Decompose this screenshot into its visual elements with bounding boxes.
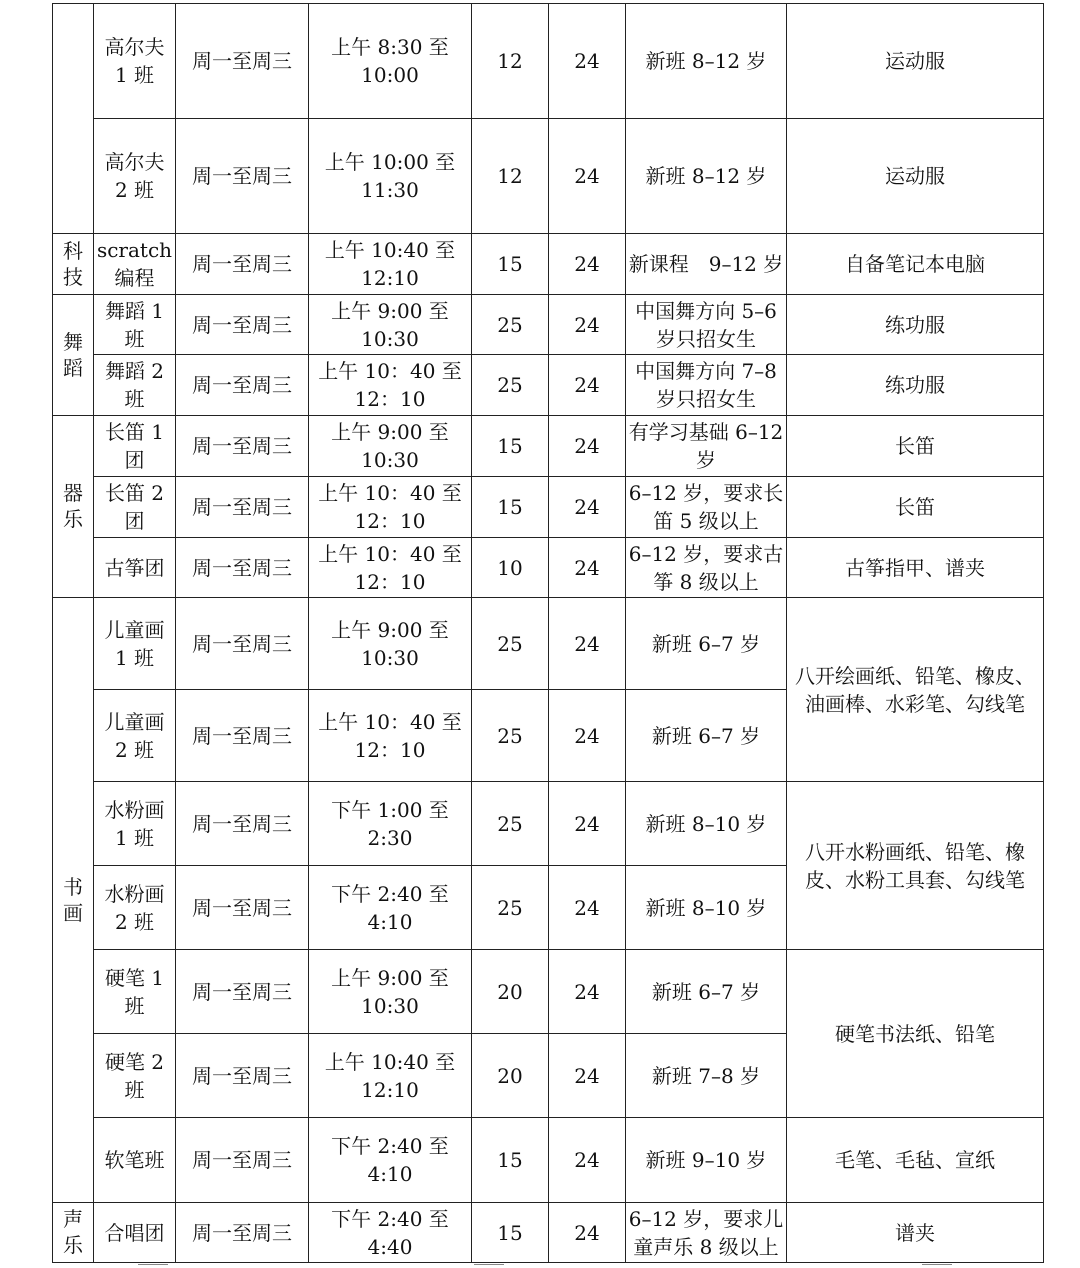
class-days: 周一至周三: [176, 355, 309, 416]
class-name: 儿童画 1 班: [94, 598, 176, 690]
class-time: 上午 10:40 至 12:10: [309, 234, 472, 295]
class-sessions: 24: [549, 1203, 626, 1263]
class-supplies: 练功服: [787, 295, 1044, 355]
table-row: [53, 4, 1044, 119]
table-row: [53, 477, 1044, 538]
divider: [138, 1264, 168, 1265]
class-sessions: 24: [549, 1118, 626, 1203]
class-capacity: 12: [472, 119, 549, 234]
class-name: 硬笔 1 班: [94, 950, 176, 1034]
class-time: 下午 1:00 至 2:30: [309, 782, 472, 866]
class-requirement: 有学习基础 6–12 岁: [626, 416, 787, 477]
category-cell-dance: 舞蹈: [53, 295, 94, 416]
class-sessions: 24: [549, 234, 626, 295]
class-requirement: 新班 8–10 岁: [626, 866, 787, 950]
page-bottom-edge: [0, 1262, 1080, 1268]
category-cell-tech: 科技: [53, 234, 94, 295]
class-days: 周一至周三: [176, 690, 309, 782]
table-row: [53, 950, 1044, 1034]
class-name: 水粉画 2 班: [94, 866, 176, 950]
table-row: [53, 538, 1044, 598]
class-capacity: 25: [472, 295, 549, 355]
class-time: 上午 9:00 至 10:30: [309, 598, 472, 690]
class-time: 上午 9:00 至 10:30: [309, 416, 472, 477]
class-name: 合唱团: [94, 1203, 176, 1263]
class-sessions: 24: [549, 1034, 626, 1118]
class-sessions: 24: [549, 477, 626, 538]
table-row: [53, 234, 1044, 295]
class-time: 上午 8:30 至 10:00: [309, 4, 472, 119]
table-row: [53, 295, 1044, 355]
course-schedule-table: [52, 3, 1044, 1263]
divider: [922, 1264, 952, 1265]
class-sessions: 24: [549, 950, 626, 1034]
class-sessions: 24: [549, 598, 626, 690]
class-name: 舞蹈 1 班: [94, 295, 176, 355]
class-time: 上午 9:00 至 10:30: [309, 950, 472, 1034]
class-capacity: 20: [472, 1034, 549, 1118]
class-capacity: 12: [472, 4, 549, 119]
class-requirement: 新班 6–7 岁: [626, 950, 787, 1034]
class-name: 高尔夫 1 班: [94, 4, 176, 119]
class-time: 上午 10：40 至 12：10: [309, 690, 472, 782]
class-supplies: 长笛: [787, 477, 1044, 538]
class-requirement: 新班 6–7 岁: [626, 598, 787, 690]
class-capacity: 25: [472, 782, 549, 866]
class-name: 古筝团: [94, 538, 176, 598]
class-days: 周一至周三: [176, 4, 309, 119]
class-name: 软笔班: [94, 1118, 176, 1203]
table-row: [53, 782, 1044, 866]
class-capacity: 20: [472, 950, 549, 1034]
class-requirement: 中国舞方向 7–8 岁只招女生: [626, 355, 787, 416]
class-supplies: 八开绘画纸、铅笔、橡皮、油画棒、水彩笔、勾线笔: [787, 598, 1044, 782]
class-capacity: 25: [472, 866, 549, 950]
category-cell-art: 书画: [53, 598, 94, 1203]
class-time: 下午 2:40 至 4:10: [309, 866, 472, 950]
class-time: 上午 10:40 至 12:10: [309, 1034, 472, 1118]
class-capacity: 15: [472, 416, 549, 477]
class-requirement: 新班 6–7 岁: [626, 690, 787, 782]
class-supplies: 谱夹: [787, 1203, 1044, 1263]
class-name: 高尔夫 2 班: [94, 119, 176, 234]
class-days: 周一至周三: [176, 234, 309, 295]
class-capacity: 15: [472, 1203, 549, 1263]
table-row: [53, 598, 1044, 690]
class-requirement: 6–12 岁，要求儿童声乐 8 级以上: [626, 1203, 787, 1263]
class-sessions: 24: [549, 690, 626, 782]
class-supplies: 长笛: [787, 416, 1044, 477]
class-sessions: 24: [549, 538, 626, 598]
class-days: 周一至周三: [176, 538, 309, 598]
class-sessions: 24: [549, 119, 626, 234]
class-capacity: 25: [472, 598, 549, 690]
class-time: 上午 9:00 至 10:30: [309, 295, 472, 355]
class-name: 长笛 1 团: [94, 416, 176, 477]
class-time: 上午 10：40 至 12：10: [309, 477, 472, 538]
class-name: 舞蹈 2 班: [94, 355, 176, 416]
class-name: 水粉画 1 班: [94, 782, 176, 866]
class-supplies: 自备笔记本电脑: [787, 234, 1044, 295]
class-sessions: 24: [549, 295, 626, 355]
class-sessions: 24: [549, 782, 626, 866]
class-supplies: 运动服: [787, 119, 1044, 234]
class-requirement: 新班 8–12 岁: [626, 119, 787, 234]
class-time: 下午 2:40 至 4:40: [309, 1203, 472, 1263]
class-requirement: 新班 8–10 岁: [626, 782, 787, 866]
class-time: 上午 10：40 至 12：10: [309, 355, 472, 416]
table-row: [53, 119, 1044, 234]
class-requirement: 6–12 岁，要求长笛 5 级以上: [626, 477, 787, 538]
class-supplies: 练功服: [787, 355, 1044, 416]
table-row: [53, 416, 1044, 477]
class-days: 周一至周三: [176, 598, 309, 690]
class-capacity: 15: [472, 234, 549, 295]
table-row: [53, 1118, 1044, 1203]
class-time: 上午 10:00 至 11:30: [309, 119, 472, 234]
class-days: 周一至周三: [176, 416, 309, 477]
class-supplies: 八开水粉画纸、铅笔、橡皮、水粉工具套、勾线笔: [787, 782, 1044, 950]
class-supplies: 运动服: [787, 4, 1044, 119]
divider: [474, 1264, 504, 1265]
class-capacity: 25: [472, 690, 549, 782]
class-capacity: 10: [472, 538, 549, 598]
class-capacity: 15: [472, 1118, 549, 1203]
class-days: 周一至周三: [176, 1118, 309, 1203]
class-days: 周一至周三: [176, 782, 309, 866]
class-capacity: 25: [472, 355, 549, 416]
class-requirement: 新课程 9–12 岁: [626, 234, 787, 295]
category-cell-golf: [53, 4, 94, 234]
class-requirement: 中国舞方向 5–6 岁只招女生: [626, 295, 787, 355]
class-days: 周一至周三: [176, 866, 309, 950]
class-requirement: 新班 7–8 岁: [626, 1034, 787, 1118]
class-sessions: 24: [549, 355, 626, 416]
class-requirement: 6–12 岁，要求古筝 8 级以上: [626, 538, 787, 598]
class-days: 周一至周三: [176, 295, 309, 355]
class-supplies: 古筝指甲、谱夹: [787, 538, 1044, 598]
table-row: [53, 1203, 1044, 1263]
class-name: 儿童画 2 班: [94, 690, 176, 782]
class-supplies: 硬笔书法纸、铅笔: [787, 950, 1044, 1118]
class-name: 长笛 2 团: [94, 477, 176, 538]
class-requirement: 新班 8–12 岁: [626, 4, 787, 119]
category-cell-vocal: 声乐: [53, 1203, 94, 1263]
table-row: [53, 355, 1044, 416]
class-days: 周一至周三: [176, 1203, 309, 1263]
class-days: 周一至周三: [176, 477, 309, 538]
class-sessions: 24: [549, 866, 626, 950]
class-capacity: 15: [472, 477, 549, 538]
class-name: scratch 编程: [94, 234, 176, 295]
class-requirement: 新班 9–10 岁: [626, 1118, 787, 1203]
class-sessions: 24: [549, 4, 626, 119]
class-supplies: 毛笔、毛毡、宣纸: [787, 1118, 1044, 1203]
class-days: 周一至周三: [176, 119, 309, 234]
class-days: 周一至周三: [176, 1034, 309, 1118]
class-time: 上午 10：40 至 12：10: [309, 538, 472, 598]
class-time: 下午 2:40 至 4:10: [309, 1118, 472, 1203]
class-name: 硬笔 2 班: [94, 1034, 176, 1118]
category-cell-instrument: 器乐: [53, 416, 94, 598]
class-sessions: 24: [549, 416, 626, 477]
class-days: 周一至周三: [176, 950, 309, 1034]
